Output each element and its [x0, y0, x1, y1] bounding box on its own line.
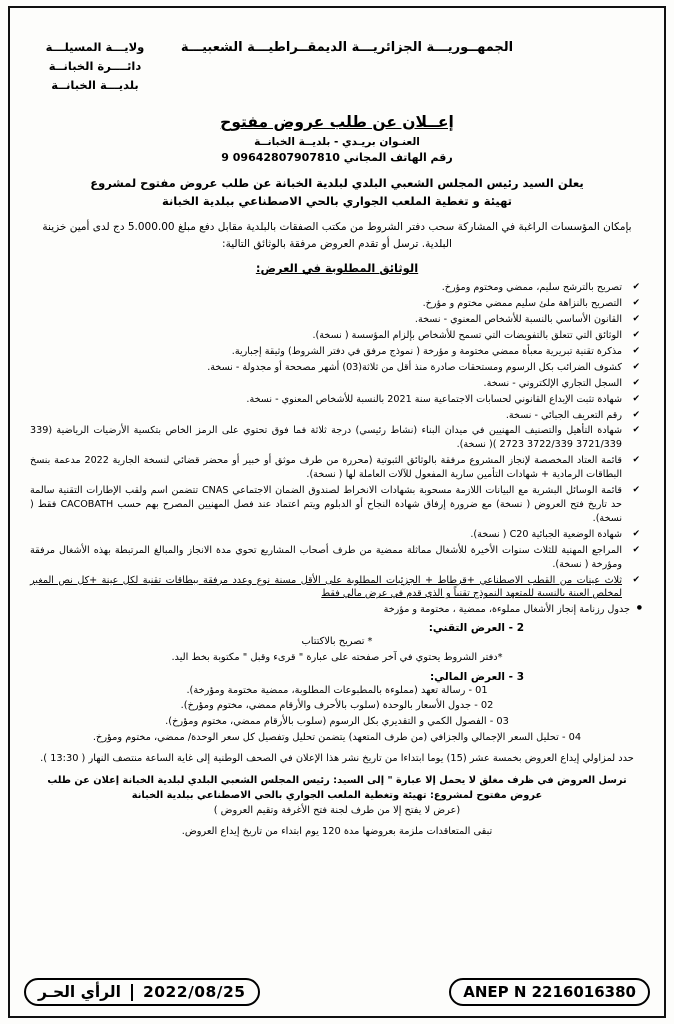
- documents-heading: الوثائق المطلوبة في العرض:: [255, 261, 419, 276]
- list-item: ✔ شهادة الوضعية الجبائية C20 ( نسخة).: [30, 528, 640, 542]
- closing-line-2: (عرض لا يفتح إلا من طرف لجنة فتح الأغرفة وتقيم العروض ): [213, 804, 461, 816]
- anep-badge: [449, 978, 650, 1006]
- financial-line-1: 01 - رسالة تعهد (مملوءة بالمطبوعات المطلوبة، ممضية مختومة ومؤرخة).: [186, 684, 488, 696]
- participation-paragraph: بإمكان المؤسسات الراغبة في المشاركة سحب دفتر الشروط من مكتب الصفقات بالبلدية مقابل دفع مبلغ 5.000.00 دج لدى أمين خزينة البلدية. ترسل أو تقدم العروض مرفقة بالوثائق التالية:: [42, 220, 632, 250]
- address-line: العنـوان بريـدي - بلديــة الخبانــة: [254, 135, 420, 148]
- technical-line-2: *دفتر الشروط يحتوي في آخر صفحته على عبارة " قرىء وقبل " مكتوبة بخط اليد.: [171, 651, 503, 663]
- phone-number: 09642807907810 9: [221, 150, 340, 164]
- list-item: ✔ شهادة تثبت الإيداع القانوني لحسابات الاجتماعية سنة 2021 بالنسبة للأشخاص المعنوي - نسخة.: [30, 393, 640, 407]
- page-title: إعــلان عن طلب عروض مفتوح: [220, 112, 454, 131]
- list-item: ✔ التصريح بالنزاهة ملئ سليم ممضي مختوم و مؤرخ.: [30, 297, 640, 311]
- divider: [131, 984, 133, 1001]
- publication-date: 2022/08/25: [142, 983, 246, 1001]
- republic-title: الجمهــوريـــة الجزائريـــة الديمقــراطيـــة الشعبيـــة: [180, 40, 514, 55]
- baladia-line: بلديـــة الخبانــة: [51, 77, 139, 92]
- document-body: [16, 14, 658, 1010]
- list-item: ✔ مذكرة تقنية تبريرية معبأة ممضي مختومة و مؤرخة ( نموذج مرفق في دفتر الشروط) وثيقة إجبارية.: [30, 345, 640, 359]
- section-heading-financial: 3 - العرض المالي:: [429, 670, 524, 683]
- closing-line-1: ترسل العروض في ظرف مغلق لا يحمل إلا عبارة " إلى السيد: رئيس المجلس الشعبي البلدي لبلدية الخبانة إعلان عن طلب عروض مفتوح لمشروع: تهيئة وتغطية الملعب الجواري بالحي الاصطناعي ببلدية الخبانة: [47, 774, 627, 801]
- administration-block: [30, 38, 160, 95]
- financial-line-3: 03 - الفصول الكمي و التقديري بكل الرسوم (سلوب بالأرقام ممضي، مختوم ومؤرخ).: [165, 716, 509, 727]
- deadline-paragraph: حدد لمزاولي إيداع العروض بخمسة عشر (15) يوما ابتداءا من تاريخ نشر هذا الإعلان في الصحف الوطنية إلى غاية الساعة منتصف النهار ( 13:30 ).: [40, 753, 634, 765]
- list-item: ✔ قائمة العتاد المخصصة لإنجاز المشروع مرفقة بالوثائق الثبوتية (محررة من طرف موثق أو خبير أو محضر قضائي لنسخة الجارية 2022 مدعمة بنسخ البطاقات الرمادية + شهادات التأمين سارية المفعول للآلات العاملة لها ( نسخة).: [30, 454, 640, 482]
- list-item: ✔ الوثائق التي تتعلق بالتفويضات التي تسمح للأشخاص بإلزام المؤسسة ( نسخة).: [30, 329, 640, 343]
- financial-line-2: 02 - جدول الأسعار بالوحدة (سلوب بالأحرف والأرقام ممضي، مختوم ومؤرخ).: [180, 700, 494, 712]
- list-item: ✔ تصريح بالترشح سليم، ممضي ومختوم ومؤرخ.: [30, 281, 640, 295]
- announcement-intro: [30, 174, 644, 211]
- phone-label: رقم الهاتف المجاني: [343, 150, 453, 164]
- financial-offer-lines: [30, 684, 644, 746]
- list-item: ✔ القانون الأساسي بالنسبة للأشخاص المعنوي - نسخة.: [30, 313, 640, 327]
- phone-line: [30, 151, 644, 164]
- documents-list: [30, 281, 644, 601]
- intro-line-2: تهيئة و تغطية الملعب الجواري بالحي الاصطناعي ببلدية الخبانة: [161, 194, 512, 209]
- list-item: ✔ قائمة الوسائل البشرية مع البيانات اللازمة مسحوبة بشهادات الانخراط لصندوق الضمان الاجتماعي CNAS تتضمن اسم ولقب الإطارات التقنية سالمة حد تاريخ فتح العروض ( نسخة) مع ضرورة إرفاق شهادة النجاح أو الدبلوم ويتم اعتماد عند فصل المهنيين المصرح بهم حسب CACOBATH فقط ( نسخة).: [30, 484, 640, 526]
- list-item: ✔ شهادة التأهيل والتصنيف المهنيين في ميدان البناء (نشاط رئيسي) درجة ثلاثة فما فوق تحتوي على الرمز الخاص بتكسية الأرضيات الرياضية (339 3721/339 3722/339 2723 )( نسخة).: [30, 424, 640, 452]
- list-item: ✔ المراجع المهنية للثلاث سنوات الأخيرة للأشغال مماثلة ممضية من طرف أصحاب المشاريع تحوي مدة الانجاز والمبالغ المرتبطة بهذه الأشغال مرفقة ومؤرخة ( نسخة).: [30, 544, 640, 572]
- list-item: ✔ ثلاث عينات من القطب الاصطناعي +قرطاط + الجزئيات المطلوبة على الأقل مسنة نوع وعدد مرفقة ببطاقات تقنية لكل عينة +كل نص المغير لمخلص العينة بالنسبة للمتعهد النموذج تقنياً و الذي قدم في عرض مالي فقط: [30, 574, 640, 602]
- list-item: ✔ السجل التجاري الإلكتروني - نسخة.: [30, 377, 640, 391]
- financial-line-4: 04 - تحليل السعر الإجمالي والجزافي (من طرف المتعهد) يتضمن تحليل وتفصيل كل سعر الوحدة/ ممضي، مختوم ومؤرخ.: [92, 731, 582, 743]
- daira-line: دائــــرة الخبانــة: [48, 58, 142, 73]
- title-block: [30, 113, 644, 164]
- intro-line-1: يعلن السيد رئيس المجلس الشعبي البلدي لبلدية الخبانة عن طلب عروض مفتوح لمشروع: [90, 175, 584, 190]
- anep-number: ANEP N 2216016380: [463, 983, 636, 1001]
- closing-paragraph: [30, 773, 644, 819]
- schedule-bullet: ● جدول رزنامة إنجاز الأشغال مملوءة، ممضية ، مختومة و مؤرخة: [30, 603, 644, 617]
- document-footer: [24, 978, 650, 1006]
- newspaper-name: الرأي الحـر: [38, 983, 121, 1001]
- technical-offer-lines: [30, 635, 644, 665]
- document-header: [30, 38, 644, 95]
- page-border: [8, 6, 666, 1018]
- validity-paragraph: تبقى المتعاقدات ملزمة بعروضها مدة 120 يوم ابتداء من تاريخ إيداع العروض.: [181, 826, 493, 838]
- date-badge: [24, 978, 260, 1006]
- section-heading-technical: 2 - العرض التقني:: [428, 622, 524, 635]
- wilaya-line: ولايـــة المسيلـــة: [45, 40, 145, 54]
- technical-line-1: * تصريح بالاكتتاب: [301, 636, 373, 648]
- list-item: ✔ كشوف الضرائب بكل الرسوم ومستحقات صادرة منذ أقل من ثلاثة(03) أشهر مصححة أو مجدولة - نسخة.: [30, 361, 640, 375]
- list-item: ✔ رقم التعريف الجبائي - نسخة.: [30, 409, 640, 423]
